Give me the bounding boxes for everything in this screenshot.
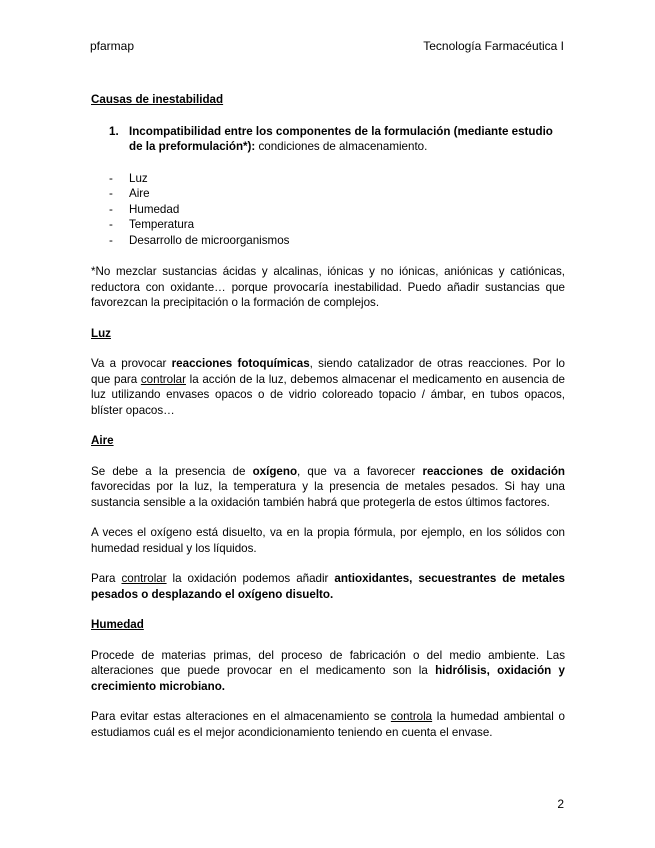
aire-paragraph-3: Para controlar la oxidación podemos añadir antioxidantes, secuestrantes de metales pesados o desplazando el oxígeno disuelto.: [91, 572, 565, 601]
humedad-paragraph-2: Para evitar estas alteraciones en el almacenamiento se controla la humedad ambiental o estudiamos cuál es el mejor acondicionamiento teniendo en cuenta el envase.: [91, 710, 565, 739]
heading-causas: Causas de inestabilidad: [91, 93, 224, 106]
luz-paragraph: Va a provocar reacciones fotoquímicas, siendo catalizador de otras reacciones. Por lo que para controlar la acción de la luz, debemos almacenar el medicamento en ausencia de luz utilizando envases opacos o de vidrio coloreado topacio / ámbar, en tubos opacos, blíster opacos…: [91, 357, 566, 417]
header-right: Tecnología Farmacéutica I: [423, 39, 564, 53]
numbered-list: [91, 124, 565, 155]
list-item: - Temperatura: [109, 218, 195, 231]
page-number: 2: [557, 797, 564, 811]
aire-paragraph-1: Se debe a la presencia de oxígeno, que va a favorecer reacciones de oxidación favorecidas por la luz, la temperatura y la presencia de metales pesados. Si hay una sustancia sensible a la oxidación también habrá que protegerla de estos últimos factores.: [91, 464, 566, 509]
heading-aire: Aire: [91, 434, 114, 447]
list-item-text: [129, 124, 565, 155]
heading-luz: Luz: [91, 326, 111, 340]
list-item: [91, 124, 565, 155]
factors-list: [91, 171, 565, 249]
item-rest: condiciones de almacenamiento.: [255, 140, 428, 153]
list-item: - Aire: [109, 187, 150, 200]
aire-paragraph-2: A veces el oxígeno está disuelto, va en la propia fórmula, por ejemplo, en los sólidos con humedad residual y los líquidos.: [91, 526, 565, 555]
list-item: - Desarrollo de microorganismos: [109, 233, 290, 247]
list-item: - Humedad: [109, 202, 180, 216]
humedad-paragraph-1: Procede de materias primas, del proceso de fabricación o del medio ambiente. Las alteraciones que puede provocar en el medicamento son la hidrólisis, oxidación y crecimiento microbiano.: [91, 648, 566, 693]
list-number: 1.: [109, 124, 119, 138]
heading-humedad: Humedad: [91, 618, 144, 631]
list-item: - Luz: [109, 171, 148, 185]
item-bold: Incompatibilidad entre los componentes de la formulación (mediante estudio de la preformulación*):: [129, 124, 553, 153]
header-left: pfarmap: [90, 39, 135, 53]
note-paragraph: *No mezclar sustancias ácidas y alcalinas, iónicas y no iónicas, aniónicas y catiónicas, reductora con oxidante… porque provocaría inestabilidad. Puedo añadir sustancias que favorezcan la precipitación o la formación de complejos.: [91, 265, 565, 309]
document-body: [91, 92, 565, 740]
